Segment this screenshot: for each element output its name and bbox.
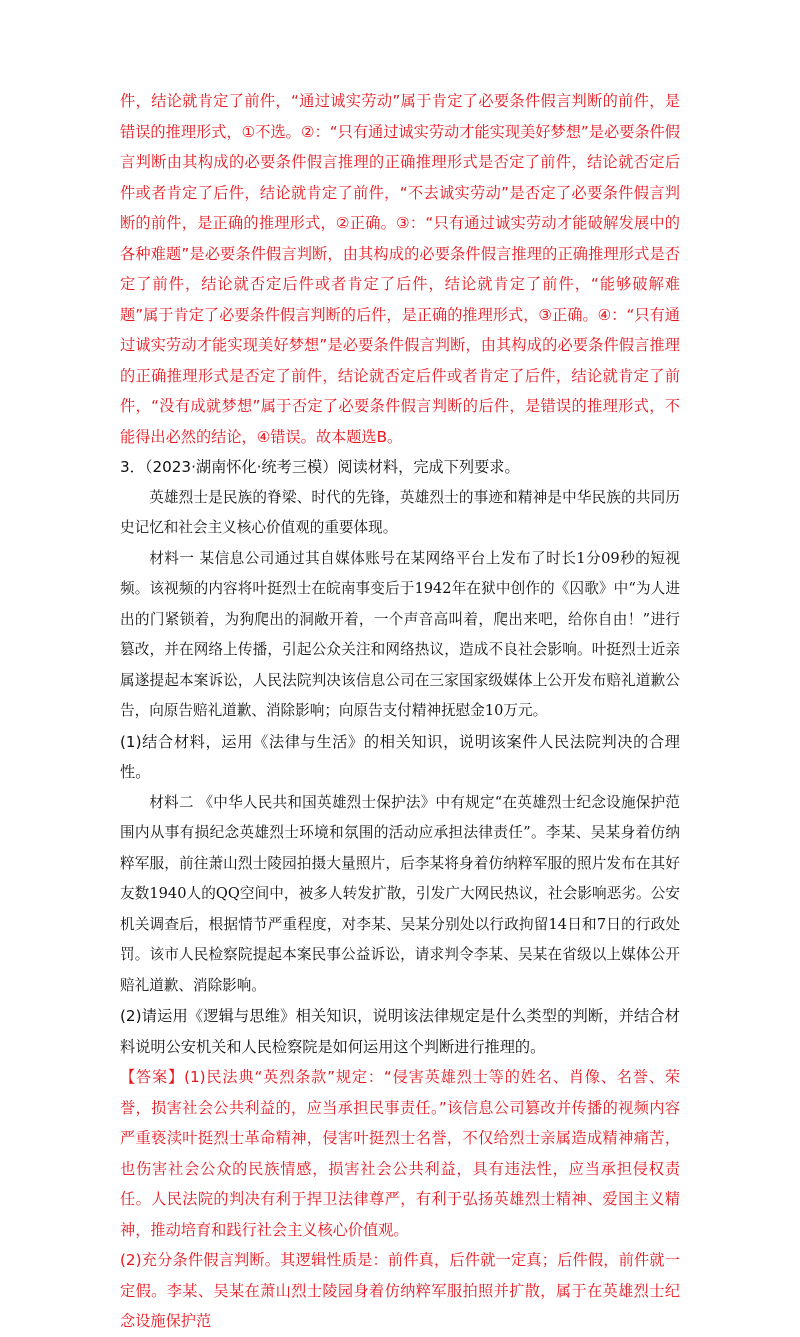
material-two: 材料二 《中华人民共和国英雄烈士保护法》中有规定“在英雄烈士纪念设施保护范围内从事有损纪念英雄烈士环境和氛围的活动应承担法律责任”。李某、吴某身着仿纳粹军服，前往萧山烈士陵园拍摄大量照片，后李某将身着仿纳粹军服的照片发布在其好友数1940人的QQ空间中，被多人转发扩散，引发广大网民热议，社会影响恶劣。公安机关调查后，根据情节严重程度，对李某、吴某分别处以行政拘留14日和7日的行政处罚。该市人民检察院提起本案民事公益诉讼，请求判令李某、吴某在省级以上媒体公开赔礼道歉、消除影响。 — [120, 793, 680, 994]
answer-part-2: (2)充分条件假言判断。其逻辑性质是：前件真，后件就一定真；后件假，前件就一定假。李某、吴某在萧山烈士陵园身着仿纳粹军服拍照并扩散，属于在英雄烈士纪念设施保护范 — [120, 1251, 680, 1330]
question-header: 3．（2023·湖南怀化·统考三模）阅读材料，完成下列要求。 — [120, 458, 520, 476]
sub-question-2: (2)请运用《逻辑与思维》相关知识，说明该法律规定是什么类型的判断，并结合材料说明公安机关和人民检察院是如何运用这个判断进行推理的。 — [120, 1007, 680, 1056]
answer-part-1 — [120, 1062, 680, 1245]
question-intro: 英雄烈士是民族的脊梁、时代的先锋，英雄烈士的事迹和精神是中华民族的共同历史记忆和社会主义核心价值观的重要体现。 — [120, 488, 680, 536]
previous-answer-explanation: 件，结论就肯定了前件，“通过诚实劳动”属于肯定了必要条件假言判断的前件，是错误的推理形式，①不选。②：“只有通过诚实劳动才能实现美好梦想”是必要条件假言判断由其构成的必要条件假言推理的正确推理形式是否定了前件，结论就否定后件或者肯定了后件，结论就肯定了前件，“不去诚实劳动”是否定了必要条件假言判断的前件，是正确的推理形式，②正确。③：“只有通过诚实劳动才能破解发展中的各种难题”是必要条件假言判断，由其构成的必要条件假言推理的正确推理形式是否定了前件，结论就否定后件或者肯定了后件，结论就肯定了前件，“能够破解难题”属于肯定了必要条件假言判断的后件，是正确的推理形式，③正确。④：“只有通过诚实劳动才能实现美好梦想”是必要条件假言判断，由其构成的必要条件假言推理的正确推理形式是否定了前件，结论就否定后件或者肯定了后件，结论就肯定了前件，“没有成就梦想”属于否定了必要条件假言判断的后件，是错误的推理形式，不能得出必然的结论，④错误。故本题选B。 — [120, 92, 680, 446]
answer-tag: 【答案】 — [120, 1068, 185, 1086]
material-one: 材料一 某信息公司通过其自媒体账号在某网络平台上发布了时长1分09秒的短视频。该视频的内容将叶挺烈士在皖南事变后于1942年在狱中创作的《囚歌》中“为人进出的门紧锁着，为狗爬出的洞敞开着，一个声音高叫着，爬出来吧，给你自由！”进行篡改，并在网络上传播，引起公众关注和网络热议，造成不良社会影响。叶挺烈士近亲属遂提起本案诉讼，人民法院判决该信息公司在三家国家级媒体上公开发布赔礼道歉公告，向原告赔礼道歉、消除影响；向原告支付精神抚慰金10万元。 — [120, 549, 680, 719]
sub-question-1: (1)结合材料，运用《法律与生活》的相关知识，说明该案件人民法院判决的合理性。 — [120, 732, 680, 781]
document-content — [120, 86, 680, 1337]
answer-1-text: (1)民法典“英烈条款”规定：“侵害英雄烈士等的姓名、肖像、名誉、荣誉，损害社会公共利益的，应当承担民事责任。”该信息公司篡改并传播的视频内容严重亵渎叶挺烈士革命精神，侵害叶挺烈士名誉，不仅给烈士亲属造成精神痛苦，也伤害社会公众的民族情感，损害社会公共利益，具有违法性，应当承担侵权责任。人民法院的判决有利于捍卫法律尊严，有利于弘扬英雄烈士精神、爱国主义精神，推动培育和践行社会主义核心价值观。 — [120, 1068, 681, 1239]
